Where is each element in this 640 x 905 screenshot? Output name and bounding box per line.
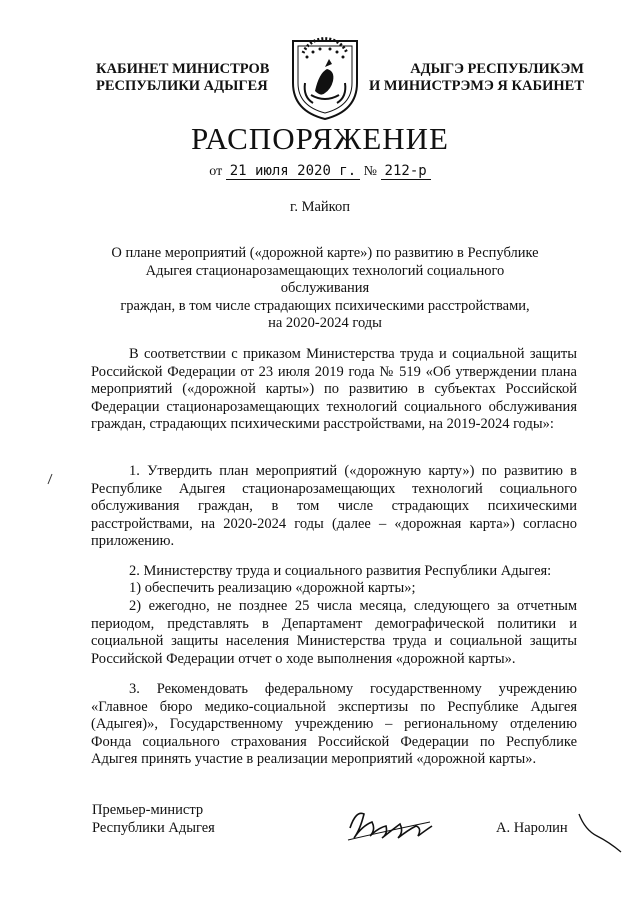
position-line1: Премьер-министр: [92, 802, 204, 818]
item-2-subitem-2: 2) ежегодно, не позднее 25 числа месяца, следующего за отчетным периодом, представлять в Департамент демографической политики и социальной защиты населения Министерства труда и социальной защиты Российской Федерации отчет о ходе выполнения «дорожной карты».: [91, 598, 577, 667]
subject-line: на 2020-2024 годы: [268, 315, 382, 331]
item-2-paragraph: 2. Министерству труда и социального развития Республики Адыгея:: [129, 563, 552, 579]
city-line: г. Майкоп: [290, 199, 350, 215]
item-3-paragraph: 3. Рекомендовать федеральному государственному учреждению «Главное бюро медико-социальной экспертизы по Республике Адыгея (Адыгея)», Государственному учреждению – региональному отделению Фонда социального страхования Российской Федерации по Республике Адыгея принять участие в реализации мероприятий «дорожной карты».: [91, 681, 577, 767]
subject-line: О плане мероприятий («дорожной карте») по развитию в Республике: [111, 245, 539, 261]
item-2-subitem-1: 1) обеспечить реализацию «дорожной карты»;: [129, 580, 416, 596]
preamble-paragraph: В соответствии с приказом Министерства труда и социальной защиты Российской Федерации от 23 июля 2019 года № 519 «Об утверждении плана мероприятий («дорожной карты») по развитию в субъектах Российской Федерации стационарозамещающих технологий социального обслуживания граждан, страдающих психическими расстройствами, на 2019-2024 годы»:: [91, 346, 577, 432]
adygea-coat-of-arms-icon: [285, 33, 365, 123]
issuer-left-line2: РЕСПУБЛИКИ АДЫГЕЯ: [96, 78, 268, 94]
issuer-right-block: [364, 61, 584, 95]
subject-line: граждан, в том числе страдающих психическими расстройствами,: [120, 297, 530, 314]
signatory-name: А. Наролин: [496, 820, 568, 836]
item-1-paragraph: 1. Утвердить план мероприятий («дорожную карту») по развитию в Республике Адыгея стационарозамещающих технологий социального обслуживания граждан, в том числе страдающих психическими расстройствами, на 2020-2024 годы (далее – «дорожная карта») согласно приложению.: [91, 463, 577, 549]
document-subject: [110, 245, 540, 333]
document-number: 212-р: [381, 163, 431, 180]
issuer-right-line2: И МИНИСТРЭМЭ Я КАБИНЕТ: [369, 78, 584, 94]
issuer-right-line1: АДЫГЭ РЕСПУБЛИКЭМ: [410, 61, 584, 77]
subject-line: Адыгея стационарозамещающих технологий социального обслуживания: [145, 262, 505, 296]
issuer-left-line1: КАБИНЕТ МИНИСТРОВ: [96, 61, 270, 77]
handwritten-signature-icon: [342, 800, 442, 850]
number-sign: №: [363, 164, 378, 179]
date-number-line: [0, 163, 640, 180]
document-date: 21 июля 2020 г.: [226, 163, 360, 180]
signatory-position: [92, 802, 215, 837]
pen-stroke-icon: [575, 808, 625, 858]
document-title: РАСПОРЯЖЕНИЕ: [191, 121, 449, 156]
margin-mark-icon: [45, 472, 55, 486]
date-prefix: от: [209, 164, 223, 179]
position-line2: Республики Адыгея: [92, 819, 215, 836]
issuer-left-block: [96, 61, 276, 95]
